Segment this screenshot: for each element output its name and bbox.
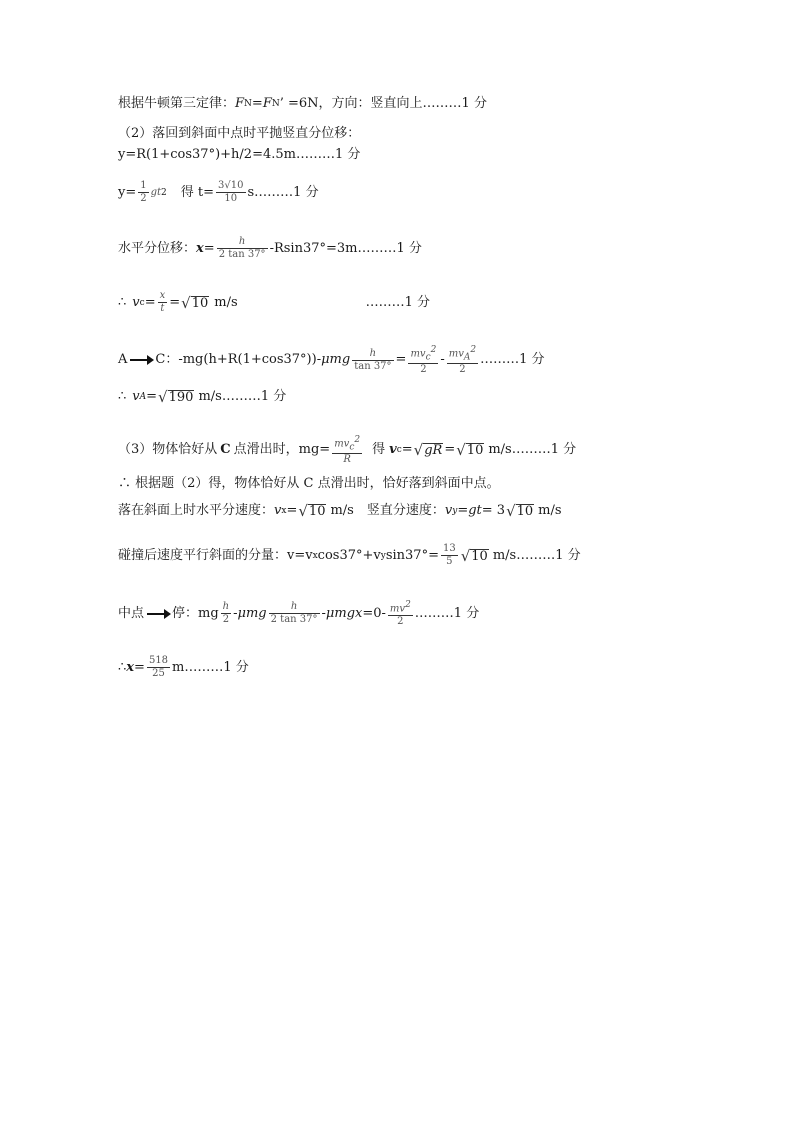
subscript: c (396, 445, 402, 456)
text: - (233, 605, 238, 621)
square-root: √ gR (413, 441, 443, 460)
square-root: √ 10 (456, 441, 484, 460)
numerator: h (369, 347, 377, 359)
radicand: 10 (191, 295, 209, 311)
text: = (401, 442, 413, 458)
text: = (203, 240, 215, 256)
numerator: h (290, 601, 298, 613)
numerator: h (238, 236, 246, 247)
math-var: v (132, 294, 140, 310)
score: ………1 分 (414, 605, 480, 621)
fraction (138, 180, 148, 205)
denominator: 2 (397, 616, 404, 628)
text: = (169, 294, 181, 310)
horizontal-displacement-line (118, 236, 422, 261)
point-label: C (220, 442, 231, 458)
subscript: N (271, 99, 280, 109)
numerator: 518 (148, 655, 169, 666)
subscript: c (139, 297, 145, 308)
denominator: tan 37° (354, 360, 392, 372)
numerator: mv (410, 348, 426, 360)
denominator: 2 tan 37° (218, 249, 266, 260)
math-var: x (126, 659, 135, 675)
denominator: 2 (140, 193, 147, 204)
denominator: 2 (459, 364, 466, 376)
text: C：-mg(h+R(1+cos37°))- (155, 352, 322, 368)
numerator: mv (334, 438, 350, 450)
subscript: y (452, 506, 458, 516)
text: 水平分位移： (118, 240, 197, 256)
text: 中点 (118, 605, 145, 621)
landing-velocity-line (118, 503, 562, 519)
fraction (408, 344, 438, 376)
subscript: x (281, 506, 287, 516)
therefore-symbol: ∴ (118, 389, 127, 404)
text: = (134, 659, 145, 675)
radicand: 10 (516, 504, 534, 519)
fraction (221, 601, 231, 626)
arrow-right-icon (130, 359, 152, 361)
text: = (144, 294, 156, 310)
numerator: x (159, 290, 166, 301)
radicand: 190 (168, 390, 194, 405)
numerator: 1 (140, 180, 147, 191)
text: 根据牛顿第三定律： (118, 96, 236, 111)
math-var: v (389, 442, 397, 458)
math-term: μmgx (325, 605, 363, 621)
fraction (441, 543, 458, 568)
unit: m/s (214, 294, 238, 310)
denominator: 2 (222, 614, 230, 626)
numerator: 3√10 (218, 180, 244, 191)
fraction (216, 180, 245, 205)
text: = (444, 442, 456, 458)
score: ………1 分 (480, 352, 545, 368)
text: m/s………1 分 (488, 442, 577, 458)
text: = (395, 352, 407, 368)
superscript: 2 (405, 600, 411, 610)
force-symbol: F (262, 96, 272, 111)
denominator: 2 tan 37° (270, 614, 318, 626)
text: ∴ 根据题（2）得，物体恰好从 C 点滑出时，恰好落到斜面中点。 (118, 476, 500, 491)
therefore-symbol: ∴ (118, 659, 127, 675)
newton-third-law-line (118, 96, 487, 112)
text: -Rsin37°=3m………1 分 (269, 240, 422, 256)
vertical-displacement-line (118, 147, 360, 163)
radicand: 10 (308, 504, 326, 519)
denominator: 25 (152, 668, 165, 679)
text: =0- (362, 605, 386, 621)
math-var: v (274, 503, 282, 518)
fraction (447, 344, 478, 376)
text: m/s………1 分 (492, 547, 581, 563)
radicand: 10 (466, 443, 484, 459)
denominator: R (343, 454, 351, 466)
numerator: 13 (442, 543, 456, 554)
fraction (269, 601, 320, 626)
subscript: A (463, 352, 471, 363)
square-root: √ 10 (181, 293, 209, 312)
text: m/s………1 分 (198, 389, 287, 404)
text: = (286, 503, 298, 518)
square-root: √ 10 (460, 546, 488, 565)
final-result-line (118, 655, 249, 680)
subscript: x (312, 550, 318, 561)
numerator: mv (389, 603, 406, 615)
velocity-c-line (118, 290, 430, 315)
text: y=R(1+cos37°)+h/2=4.5m………1 分 (118, 147, 361, 162)
text: = (251, 96, 263, 111)
math-term: gt (468, 503, 482, 518)
unit: m/s (538, 503, 562, 518)
parallel-component-line (118, 543, 581, 568)
math-term: gt (150, 186, 162, 198)
part3-line (118, 434, 576, 466)
square-root: √ 10 (506, 502, 534, 520)
denominator: 10 (224, 193, 238, 204)
point-label: A (118, 352, 128, 368)
velocity-a-line (118, 389, 286, 405)
text: y= (118, 184, 137, 200)
stop-equation-line (118, 599, 479, 628)
conclusion-line (118, 476, 500, 492)
arrow-right-icon (147, 613, 169, 615)
text: m………1 分 (172, 659, 249, 675)
text: - (440, 352, 445, 368)
text: 碰撞后速度平行斜面的分量：v=v (118, 547, 313, 563)
superscript: 2 (354, 435, 361, 445)
denominator: t (160, 303, 165, 314)
radicand: gR (424, 443, 443, 459)
text: 得 (372, 442, 386, 458)
denominator: 2 (420, 364, 427, 376)
fraction (332, 434, 362, 466)
math-var: v (444, 503, 453, 518)
text: = (457, 503, 469, 518)
subscript: c (349, 442, 355, 453)
math-term: μmg (321, 352, 351, 368)
fraction (388, 599, 413, 628)
text: 点滑出时，mg= (233, 442, 331, 458)
text: （2）落回到斜面中点时平抛竖直分位移： (118, 126, 361, 141)
fraction (352, 348, 393, 373)
numerator: mv (448, 348, 464, 360)
text: = 3 (481, 503, 506, 518)
superscript: 2 (470, 345, 477, 355)
text: s………1 分 (247, 184, 319, 200)
therefore-symbol: ∴ (118, 294, 127, 310)
text: 落在斜面上时水平分速度： (118, 503, 275, 518)
score: ………1 分 (365, 294, 431, 310)
subscript: N (244, 99, 252, 109)
text: （3）物体恰好从 (118, 442, 218, 458)
subscript: A (139, 392, 147, 402)
text: cos37°+v (317, 547, 381, 563)
force-symbol: F (235, 96, 245, 111)
text: 停：mg (172, 605, 219, 621)
subscript: y (380, 550, 386, 561)
text: - (321, 605, 326, 621)
math-var: x (196, 240, 204, 256)
math-var: v (132, 389, 140, 404)
text: m/s 竖直分速度： (330, 503, 445, 518)
square-root: √ 190 (158, 388, 194, 406)
energy-equation-line (118, 344, 545, 376)
text: ’ =6N，方向：竖直向上………1 分 (279, 96, 487, 111)
part2-heading (118, 126, 360, 142)
text: = (146, 389, 158, 404)
fraction (158, 290, 168, 315)
superscript: 2 (161, 187, 167, 198)
subscript: c (425, 352, 431, 363)
fraction (147, 655, 170, 680)
text: sin37°= (385, 547, 439, 563)
radicand: 10 (471, 548, 488, 564)
fraction (217, 236, 268, 261)
text: 得 t= (180, 184, 215, 200)
square-root: √ 10 (298, 502, 326, 520)
numerator: h (222, 601, 230, 613)
denominator: 5 (446, 556, 453, 567)
math-term: μmg (237, 605, 267, 621)
superscript: 2 (430, 345, 437, 355)
time-equation-line (118, 180, 319, 205)
